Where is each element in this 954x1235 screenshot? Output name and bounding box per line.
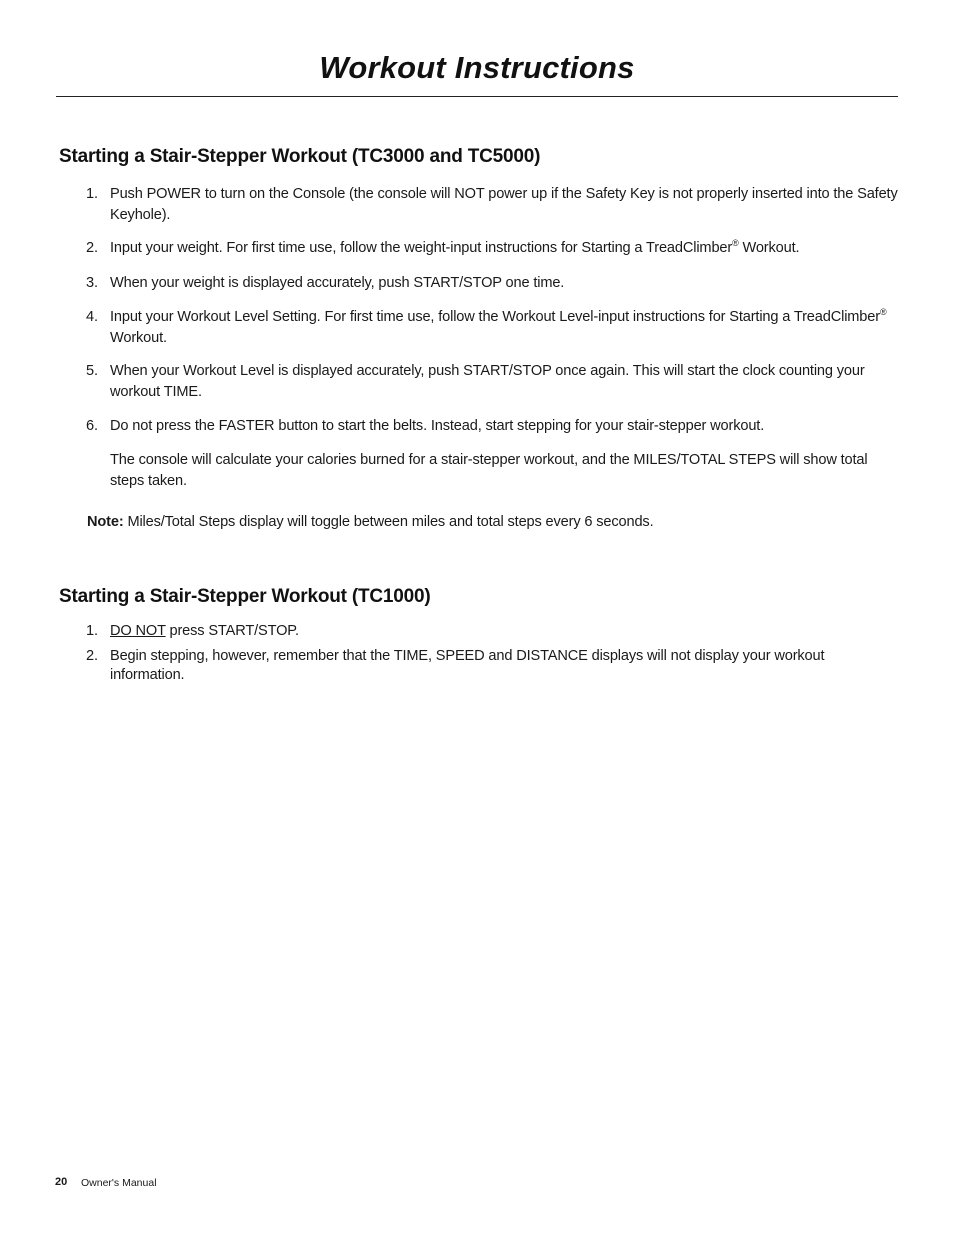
step-number: 6. (86, 418, 98, 434)
emphasis-underline: DO NOT (110, 623, 166, 639)
step-number: 1. (86, 623, 98, 639)
step-6 (86, 416, 902, 437)
step-5 (86, 361, 902, 402)
section-heading-tc1000: Starting a Stair-Stepper Workout (TC1000) (59, 586, 431, 607)
step-text: Input your weight. For first time use, follow the weight-input instructions for Starting a TreadClimber® Workout. (110, 238, 800, 256)
note-label: Note: (87, 514, 124, 530)
step-number: 3. (86, 275, 98, 291)
step-text: When your Workout Level is displayed accurately, push START/STOP once again. This will start the clock counting your workout TIME. (110, 363, 865, 400)
step-number: 4. (86, 309, 98, 325)
step-1 (86, 184, 902, 225)
step-6-followup: The console will calculate your calories burned for a stair-stepper workout, and the MILES/TOTAL STEPS will show total steps taken. (110, 452, 868, 489)
page-number: 20 (55, 1176, 68, 1188)
note (87, 512, 899, 533)
step-text: Do not press the FASTER button to start the belts. Instead, start stepping for your stair-stepper workout. (110, 418, 765, 434)
page-title: Workout Instructions (319, 50, 635, 85)
step-number: 1. (86, 186, 98, 202)
step-2 (86, 647, 902, 684)
section-heading-tc3000-tc5000: Starting a Stair-Stepper Workout (TC3000 and TC5000) (59, 146, 541, 167)
step-text: Push POWER to turn on the Console (the console will NOT power up if the Safety Key is not properly inserted into the Safety Keyhole). (110, 186, 898, 223)
step-4 (86, 307, 902, 348)
title-divider (56, 96, 898, 97)
step-number: 2. (86, 648, 98, 664)
step-number: 2. (86, 240, 98, 256)
step-3 (86, 273, 902, 294)
registered-mark: ® (879, 307, 887, 318)
note-text: Miles/Total Steps display will toggle between miles and total steps every 6 seconds. (123, 514, 654, 530)
footer-label: Owner's Manual (81, 1177, 157, 1189)
step-text: Begin stepping, however, remember that the TIME, SPEED and DISTANCE displays will not display your workout information. (110, 648, 825, 683)
step-text: Input your Workout Level Setting. For first time use, follow the Workout Level-input instructions for Starting a TreadClimber® Workout. (110, 307, 887, 346)
step-number: 5. (86, 363, 98, 379)
registered-mark: ® (732, 238, 739, 249)
step-2 (86, 238, 902, 259)
step-text: When your weight is displayed accurately, push START/STOP one time. (110, 275, 565, 291)
step-1 (86, 621, 902, 642)
step-text: DO NOT press START/STOP. (110, 623, 299, 639)
